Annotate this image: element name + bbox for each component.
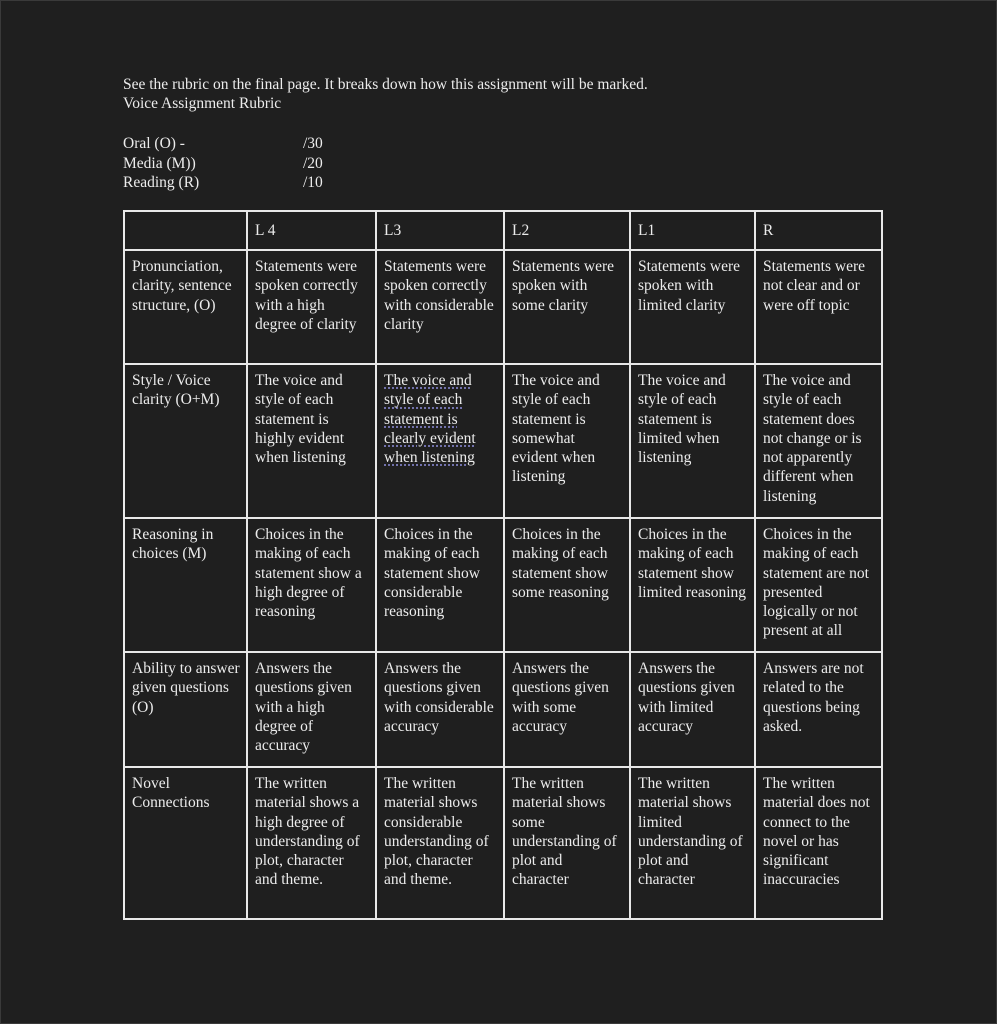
score-row-oral <box>123 134 363 154</box>
table-cell-text: The voice and style of each statement is clearly evident when listening <box>384 372 476 467</box>
header-row <box>124 211 882 250</box>
table-cell: Answers are not related to the questions being asked. <box>755 652 882 767</box>
table-cell: Statements were spoken correctly with considerable clarity <box>376 250 504 364</box>
header-level-1: L1 <box>630 211 755 250</box>
header-level-2: L2 <box>504 211 630 250</box>
table-cell: Statements were spoken with limited clarity <box>630 250 755 364</box>
table-cell: Choices in the making of each statement are not presented logically or not present at all <box>755 518 882 652</box>
table-cell <box>376 364 504 518</box>
table-cell: The voice and style of each statement is limited when listening <box>630 364 755 518</box>
table-cell: Statements were spoken with some clarity <box>504 250 630 364</box>
table-cell: The written material shows considerable understanding of plot, character and theme. <box>376 767 504 919</box>
header-level-3: L3 <box>376 211 504 250</box>
score-label: Media (M)) <box>123 154 196 172</box>
score-label: Oral (O) - <box>123 135 185 152</box>
score-value: /10 <box>303 174 323 191</box>
rubric-title: Voice Assignment Rubric <box>123 95 282 112</box>
table-cell: Answers the questions given with a high degree of accuracy <box>247 652 376 767</box>
table-row <box>124 364 882 518</box>
score-value: /30 <box>303 135 323 152</box>
table-cell: Choices in the making of each statement show limited reasoning <box>630 518 755 652</box>
table-cell: The voice and style of each statement does not change or is not apparently different when listening <box>755 364 882 518</box>
score-row-media <box>123 154 363 174</box>
intro-block <box>123 75 648 113</box>
score-row-reading <box>123 173 363 193</box>
table-row <box>124 652 882 767</box>
table-cell: The written material shows some understanding of plot and character <box>504 767 630 919</box>
table-row <box>124 250 882 364</box>
score-summary <box>123 134 363 193</box>
header-level-r: R <box>755 211 882 250</box>
header-level-4: L 4 <box>247 211 376 250</box>
table-cell: The written material does not connect to the novel or has significant inaccuracies <box>755 767 882 919</box>
criterion-cell: Reasoning in choices (M) <box>124 518 247 652</box>
rubric-table <box>123 210 883 920</box>
table-cell: Statements were not clear and or were off topic <box>755 250 882 364</box>
table-cell: The written material shows limited understanding of plot and character <box>630 767 755 919</box>
header-blank <box>124 211 247 250</box>
table-cell: Answers the questions given with considerable accuracy <box>376 652 504 767</box>
table-cell: The voice and style of each statement is highly evident when listening <box>247 364 376 518</box>
table-cell: The voice and style of each statement is somewhat evident when listening <box>504 364 630 518</box>
criterion-cell: Pronunciation, clarity, sentence structure, (O) <box>124 250 247 364</box>
criterion-cell: Novel Connections <box>124 767 247 919</box>
table-cell: Answers the questions given with some accuracy <box>504 652 630 767</box>
table-cell: Choices in the making of each statement show considerable reasoning <box>376 518 504 652</box>
criterion-cell: Ability to answer given questions (O) <box>124 652 247 767</box>
table-cell: Answers the questions given with limited accuracy <box>630 652 755 767</box>
table-cell: The written material shows a high degree of understanding of plot, character and theme. <box>247 767 376 919</box>
score-value: /20 <box>303 154 323 172</box>
table-cell: Statements were spoken correctly with a high degree of clarity <box>247 250 376 364</box>
table-cell: Choices in the making of each statement show some reasoning <box>504 518 630 652</box>
table-row <box>124 767 882 919</box>
table-row <box>124 518 882 652</box>
criterion-cell: Style / Voice clarity (O+M) <box>124 364 247 518</box>
intro-instruction: See the rubric on the final page. It breaks down how this assignment will be marked. <box>123 76 648 93</box>
table-cell: Choices in the making of each statement show a high degree of reasoning <box>247 518 376 652</box>
score-label: Reading (R) <box>123 174 200 191</box>
